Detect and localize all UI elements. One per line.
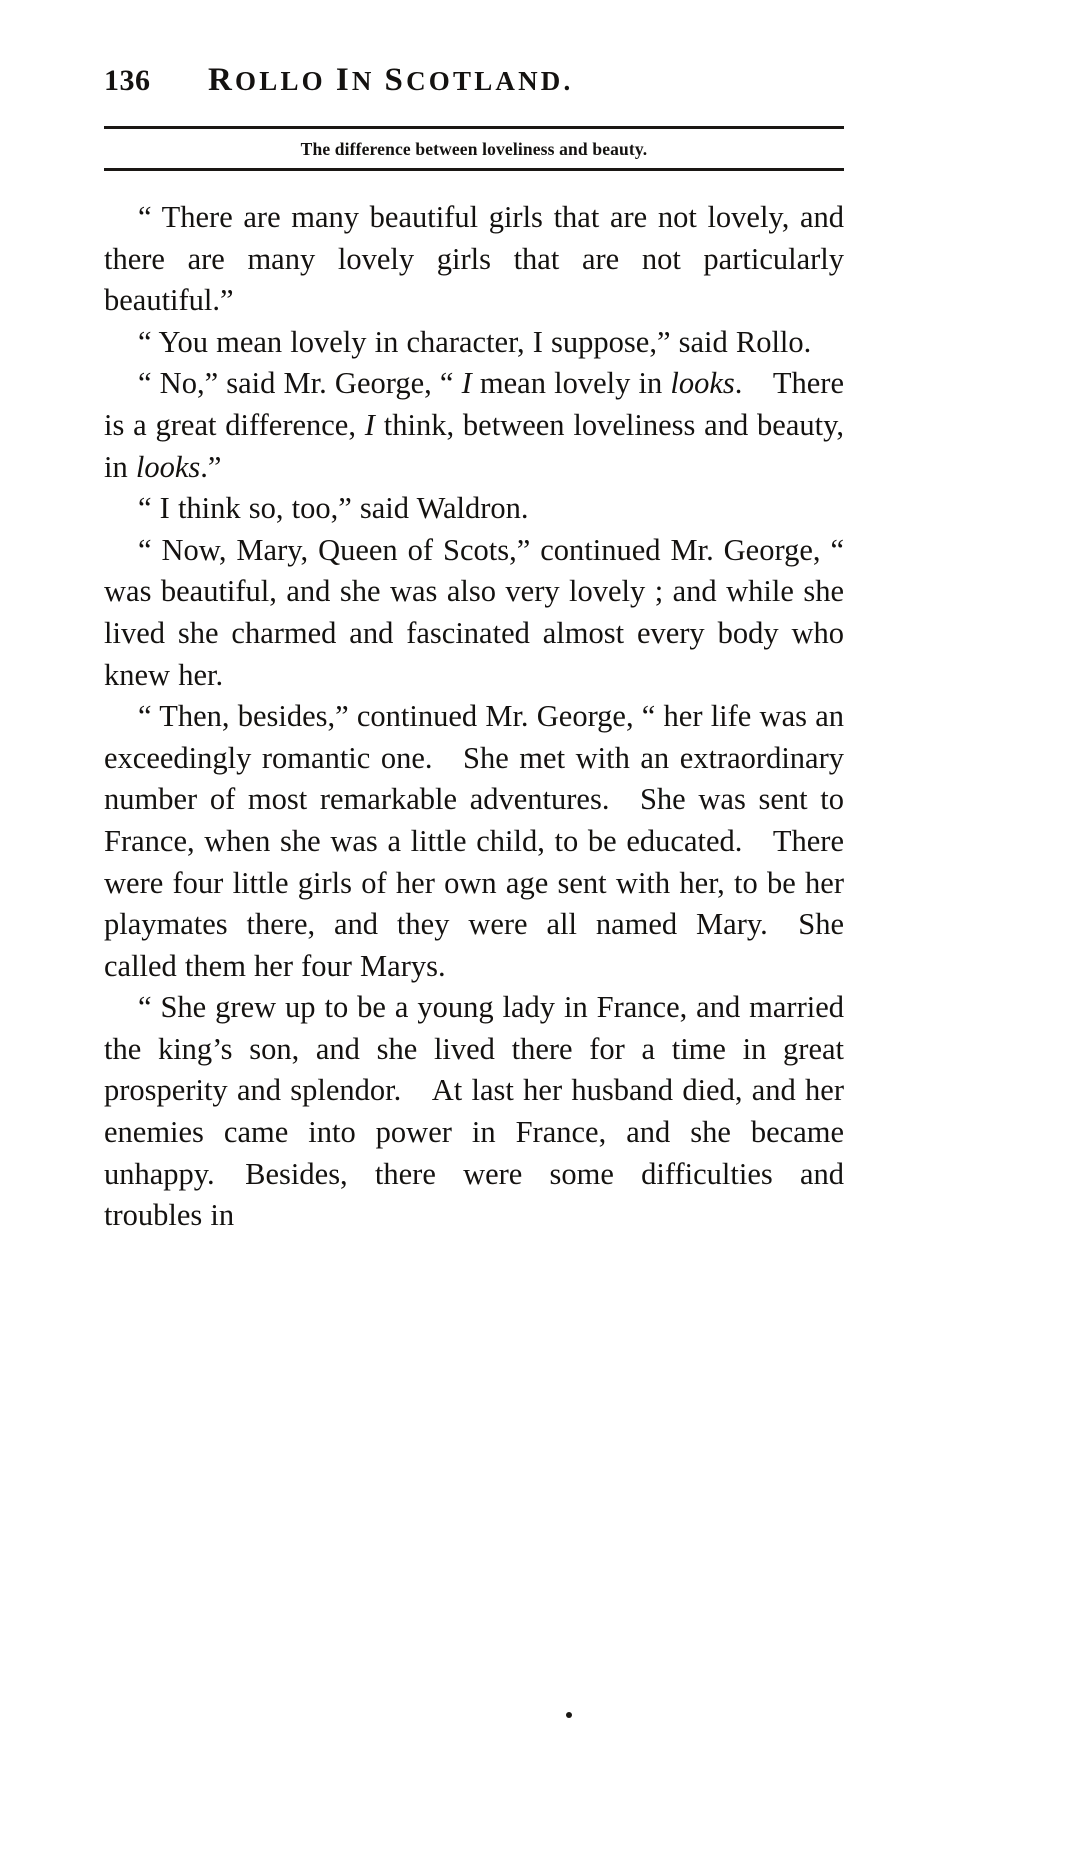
emphasis: looks (670, 366, 735, 401)
paragraph: “ I think so, too,” said Waldron. (138, 491, 529, 526)
body-text (104, 197, 844, 1237)
page-footer-mark (566, 1712, 572, 1718)
paragraph: “ She grew up to be a young lady in France, and married the king’s son, and she lived there for a time in great prosperity and splendor. At last her husband died, and her enemies came into power in France, and she became unhappy. Besides, there were some difficulties and troubles in (104, 990, 844, 1233)
page-subheading: The difference between loveliness and beauty. (300, 139, 648, 159)
running-title: ROLLO IN SCOTLAND. (208, 62, 574, 98)
paragraph: “ Then, besides,” continued Mr. George, “ her life was an exceedingly romantic one. She met with an extraordinary number of most remarkable adventures. She was sent to France, when she was a little child, to be educated. There were four little girls of her own age sent with her, to be her playmates there, and they were all named Mary. She called them her four Marys. (104, 699, 844, 983)
paragraph: “ There are many beautiful girls that are not lovely, and there are many lovely girls that are not particularly beautiful.” (104, 200, 844, 318)
paragraph: “ Now, Mary, Queen of Scots,” continued Mr. George, “ was beautiful, and she was also very lovely ; and while she lived she charmed and fascinated almost every body who knew her. (104, 532, 844, 692)
paragraph: “ You mean lovely in character, I suppose,” said Rollo. (138, 324, 812, 359)
emphasis: I (461, 366, 472, 401)
page-content (104, 62, 844, 1237)
page-number: 136 (104, 64, 151, 97)
header-rule-bottom (104, 168, 844, 171)
paragraph: “ No,” said Mr. George, “ I mean lovely in looks. There is a great difference, I think, between loveliness and beauty, in looks.” (104, 366, 844, 484)
emphasis: I (364, 407, 375, 442)
page-header (104, 62, 844, 120)
emphasis: looks (135, 449, 201, 484)
